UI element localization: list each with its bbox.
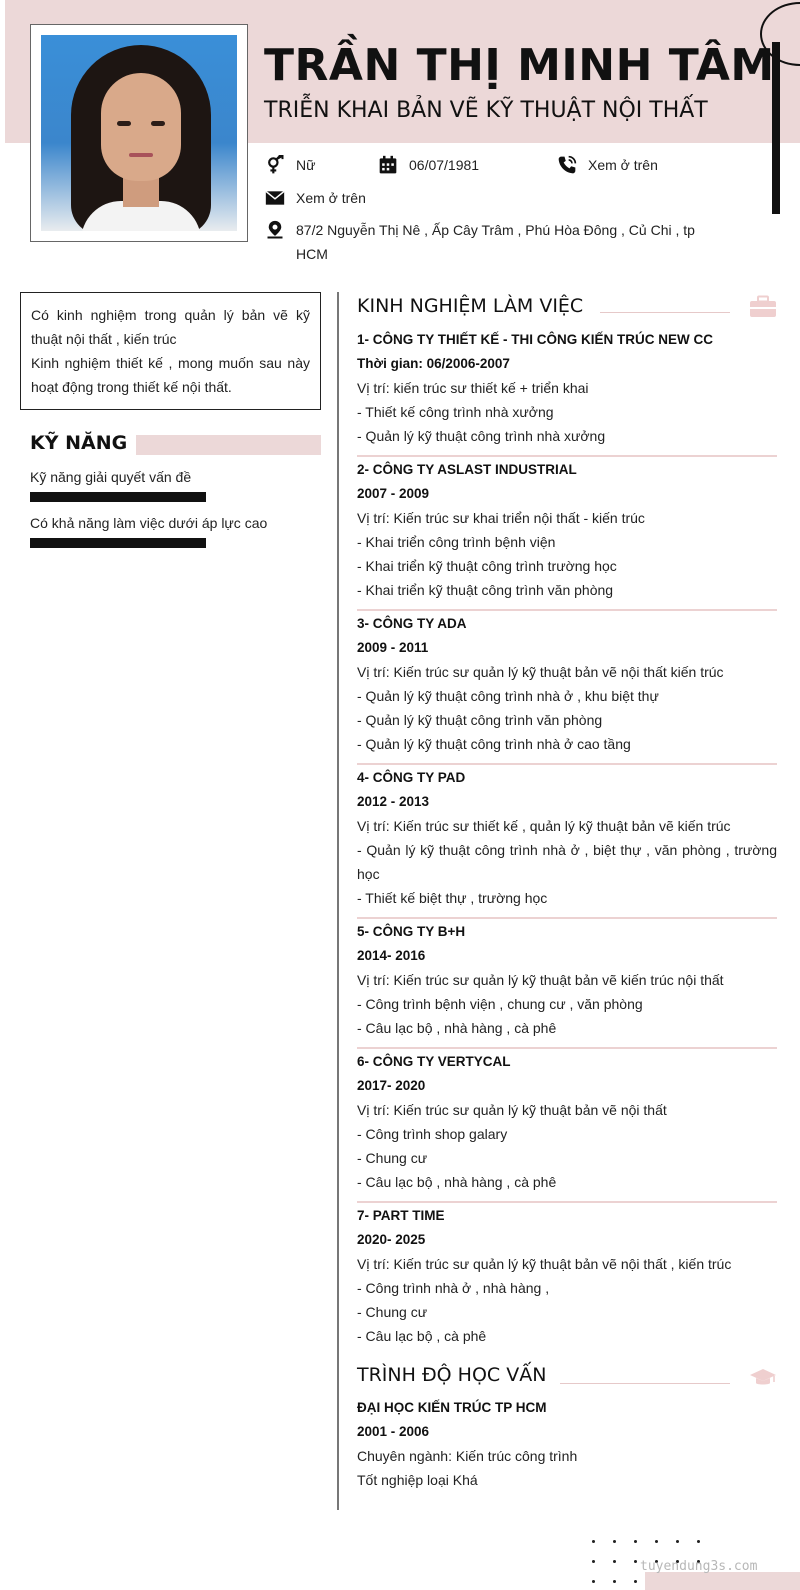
- heading-rule: [560, 1383, 730, 1384]
- decorative-dot: [634, 1560, 637, 1563]
- job-entry: [357, 766, 777, 910]
- decorative-dot: [592, 1560, 595, 1563]
- heading-rule: [600, 312, 730, 313]
- job-line: - Chung cư: [357, 1304, 428, 1320]
- skill-bar-fill: [30, 538, 206, 548]
- job-line: Vị trí: kiến trúc sư thiết kế + triển khai: [357, 380, 589, 396]
- job-separator: [357, 917, 777, 919]
- avatar-frame: [30, 24, 248, 242]
- job-period: 2009 - 2011: [357, 640, 429, 655]
- job-line: - Quản lý kỹ thuật công trình nhà ở cao tầng: [357, 736, 631, 752]
- decorative-dot: [592, 1540, 595, 1543]
- job-entry: [357, 458, 777, 602]
- decorative-dot: [613, 1560, 616, 1563]
- contact-email: [265, 186, 366, 210]
- decorative-corner: [645, 1572, 800, 1590]
- skill-bar-fill: [30, 492, 206, 502]
- job-line: Vị trí: Kiến trúc sư quản lý kỹ thuật bản vẽ kiến trúc nội thất: [357, 972, 724, 988]
- job-period: 2012 - 2013: [357, 794, 430, 809]
- job-line: - Chung cư: [357, 1150, 428, 1166]
- job-line: - Quản lý kỹ thuật công trình nhà ở , khu biệt thự: [357, 688, 659, 704]
- job-period: Thời gian: 06/2006-2007: [357, 356, 510, 371]
- briefcase-icon: [749, 295, 777, 319]
- job-line: - Quản lý kỹ thuật công trình nhà xưởng: [357, 428, 606, 444]
- job-line: - Quản lý kỹ thuật công trình văn phòng: [357, 712, 603, 728]
- avatar: [41, 35, 237, 231]
- column-divider: [337, 292, 339, 1510]
- contact-dob: [378, 153, 479, 177]
- decorative-dot: [634, 1580, 637, 1583]
- job-line: - Khai triển kỹ thuật công trình trường học: [357, 558, 617, 574]
- phone-icon: [557, 155, 577, 175]
- experience-heading: KINH NGHIỆM LÀM VIỆC: [357, 295, 584, 317]
- job-line: - Thiết kế biệt thự , trường học: [357, 890, 548, 906]
- objective-line: Kinh nghiệm thiết kế , mong muốn sau này hoạt động trong thiết kế nội thất.: [31, 355, 310, 395]
- address-value: 87/2 Nguyễn Thị Nê , Ấp Cây Trâm , Phú Hòa Đông , Củ Chi , tp HCM: [296, 222, 695, 262]
- objective-line: Có kinh nghiệm trong quản lý bản vẽ kỹ thuật nội thất , kiến trúc: [31, 307, 310, 347]
- job-entry: [357, 1050, 777, 1194]
- decorative-dot: [613, 1580, 616, 1583]
- job-line: - Công trình bệnh viện , chung cư , văn phòng: [357, 996, 643, 1012]
- envelope-icon: [265, 188, 285, 208]
- decorative-dot: [676, 1540, 679, 1543]
- job-line: - Quản lý kỹ thuật công trình nhà ở , biệt thự , văn phòng , trường học: [357, 842, 777, 882]
- job-line: Vị trí: Kiến trúc sư quản lý kỹ thuật bản vẽ nội thất: [357, 1102, 667, 1118]
- decorative-dot: [634, 1540, 637, 1543]
- education-period: 2001 - 2006: [357, 1424, 430, 1439]
- job-company: 4- CÔNG TY PAD: [357, 770, 466, 785]
- contact-phone: [557, 153, 658, 177]
- job-company: 6- CÔNG TY VERTYCAL: [357, 1054, 511, 1069]
- graduation-cap-icon: [749, 1366, 777, 1390]
- contact-gender: [265, 153, 315, 177]
- education-entry: [357, 1396, 777, 1492]
- location-pin-icon: [265, 220, 285, 240]
- email-value: Xem ở trên: [296, 190, 366, 206]
- job-line: - Khai triển kỹ thuật công trình văn phòng: [357, 582, 614, 598]
- decorative-dot: [592, 1580, 595, 1583]
- education-heading: TRÌNH ĐỘ HỌC VẤN: [357, 1364, 547, 1386]
- skill-label: Kỹ năng giải quyết vấn đề: [30, 469, 192, 485]
- job-entry: [357, 1204, 777, 1348]
- job-separator: [357, 763, 777, 765]
- dob-value: 06/07/1981: [409, 157, 480, 173]
- skills-heading-bar: [136, 435, 321, 455]
- phone-value: Xem ở trên: [588, 157, 658, 173]
- job-company: 3- CÔNG TY ADA: [357, 616, 467, 631]
- skill-bar: [30, 538, 206, 548]
- job-line: - Câu lạc bộ , nhà hàng , cà phê: [357, 1174, 557, 1190]
- job-period: 2017- 2020: [357, 1078, 426, 1093]
- calendar-icon: [378, 155, 398, 175]
- job-period: 2007 - 2009: [357, 486, 430, 501]
- decorative-dot: [655, 1540, 658, 1543]
- job-company: 5- CÔNG TY B+H: [357, 924, 466, 939]
- job-separator: [357, 455, 777, 457]
- skills-heading: KỸ NĂNG: [30, 432, 128, 454]
- job-entry: [357, 920, 777, 1040]
- job-period: 2020- 2025: [357, 1232, 426, 1247]
- education-school: ĐẠI HỌC KIẾN TRÚC TP HCM: [357, 1400, 547, 1415]
- job-line: Vị trí: Kiến trúc sư khai triển nội thất - kiến trúc: [357, 510, 645, 526]
- job-line: Vị trí: Kiến trúc sư thiết kế , quản lý kỹ thuật bản vẽ kiến trúc: [357, 818, 731, 834]
- skill-label: Có khả năng làm việc dưới áp lực cao: [30, 515, 268, 531]
- job-separator: [357, 1201, 777, 1203]
- job-company: 1- CÔNG TY THIẾT KẾ - THI CÔNG KIẾN TRÚC NEW CC: [357, 332, 714, 347]
- job-line: - Công trình shop galary: [357, 1126, 508, 1142]
- gender-icon: [265, 155, 285, 175]
- job-company: 7- PART TIME: [357, 1208, 445, 1223]
- education-line: Tốt nghiệp loại Khá: [357, 1472, 478, 1488]
- job-separator: [357, 609, 777, 611]
- job-line: - Công trình nhà ở , nhà hàng ,: [357, 1280, 550, 1296]
- career-objective: [20, 292, 321, 410]
- gender-value: Nữ: [296, 157, 316, 173]
- job-line: - Khai triển công trình bệnh viện: [357, 534, 556, 550]
- job-line: - Thiết kế công trình nhà xưởng: [357, 404, 554, 420]
- job-line: - Câu lạc bộ , cà phê: [357, 1328, 487, 1344]
- watermark: tuyendung3s.com: [640, 1559, 758, 1574]
- decorative-dot: [613, 1540, 616, 1543]
- job-separator: [357, 1047, 777, 1049]
- contact-address: [265, 218, 695, 266]
- job-line: Vị trí: Kiến trúc sư quản lý kỹ thuật bản vẽ nội thất , kiến trúc: [357, 1256, 732, 1272]
- job-period: 2014- 2016: [357, 948, 426, 963]
- decorative-dot: [697, 1540, 700, 1543]
- candidate-title: TRIỄN KHAI BẢN VẼ KỸ THUẬT NỘI THẤT: [264, 98, 708, 123]
- candidate-name: TRẦN THỊ MINH TÂM: [264, 40, 775, 91]
- job-entry: [357, 612, 777, 756]
- job-line: Vị trí: Kiến trúc sư quản lý kỹ thuật bản vẽ nội thất kiến trúc: [357, 664, 724, 680]
- job-entry: [357, 328, 777, 448]
- education-line: Chuyên ngành: Kiến trúc công trình: [357, 1448, 578, 1464]
- job-company: 2- CÔNG TY ASLAST INDUSTRIAL: [357, 462, 577, 477]
- job-line: - Câu lạc bộ , nhà hàng , cà phê: [357, 1020, 557, 1036]
- skill-bar: [30, 492, 206, 502]
